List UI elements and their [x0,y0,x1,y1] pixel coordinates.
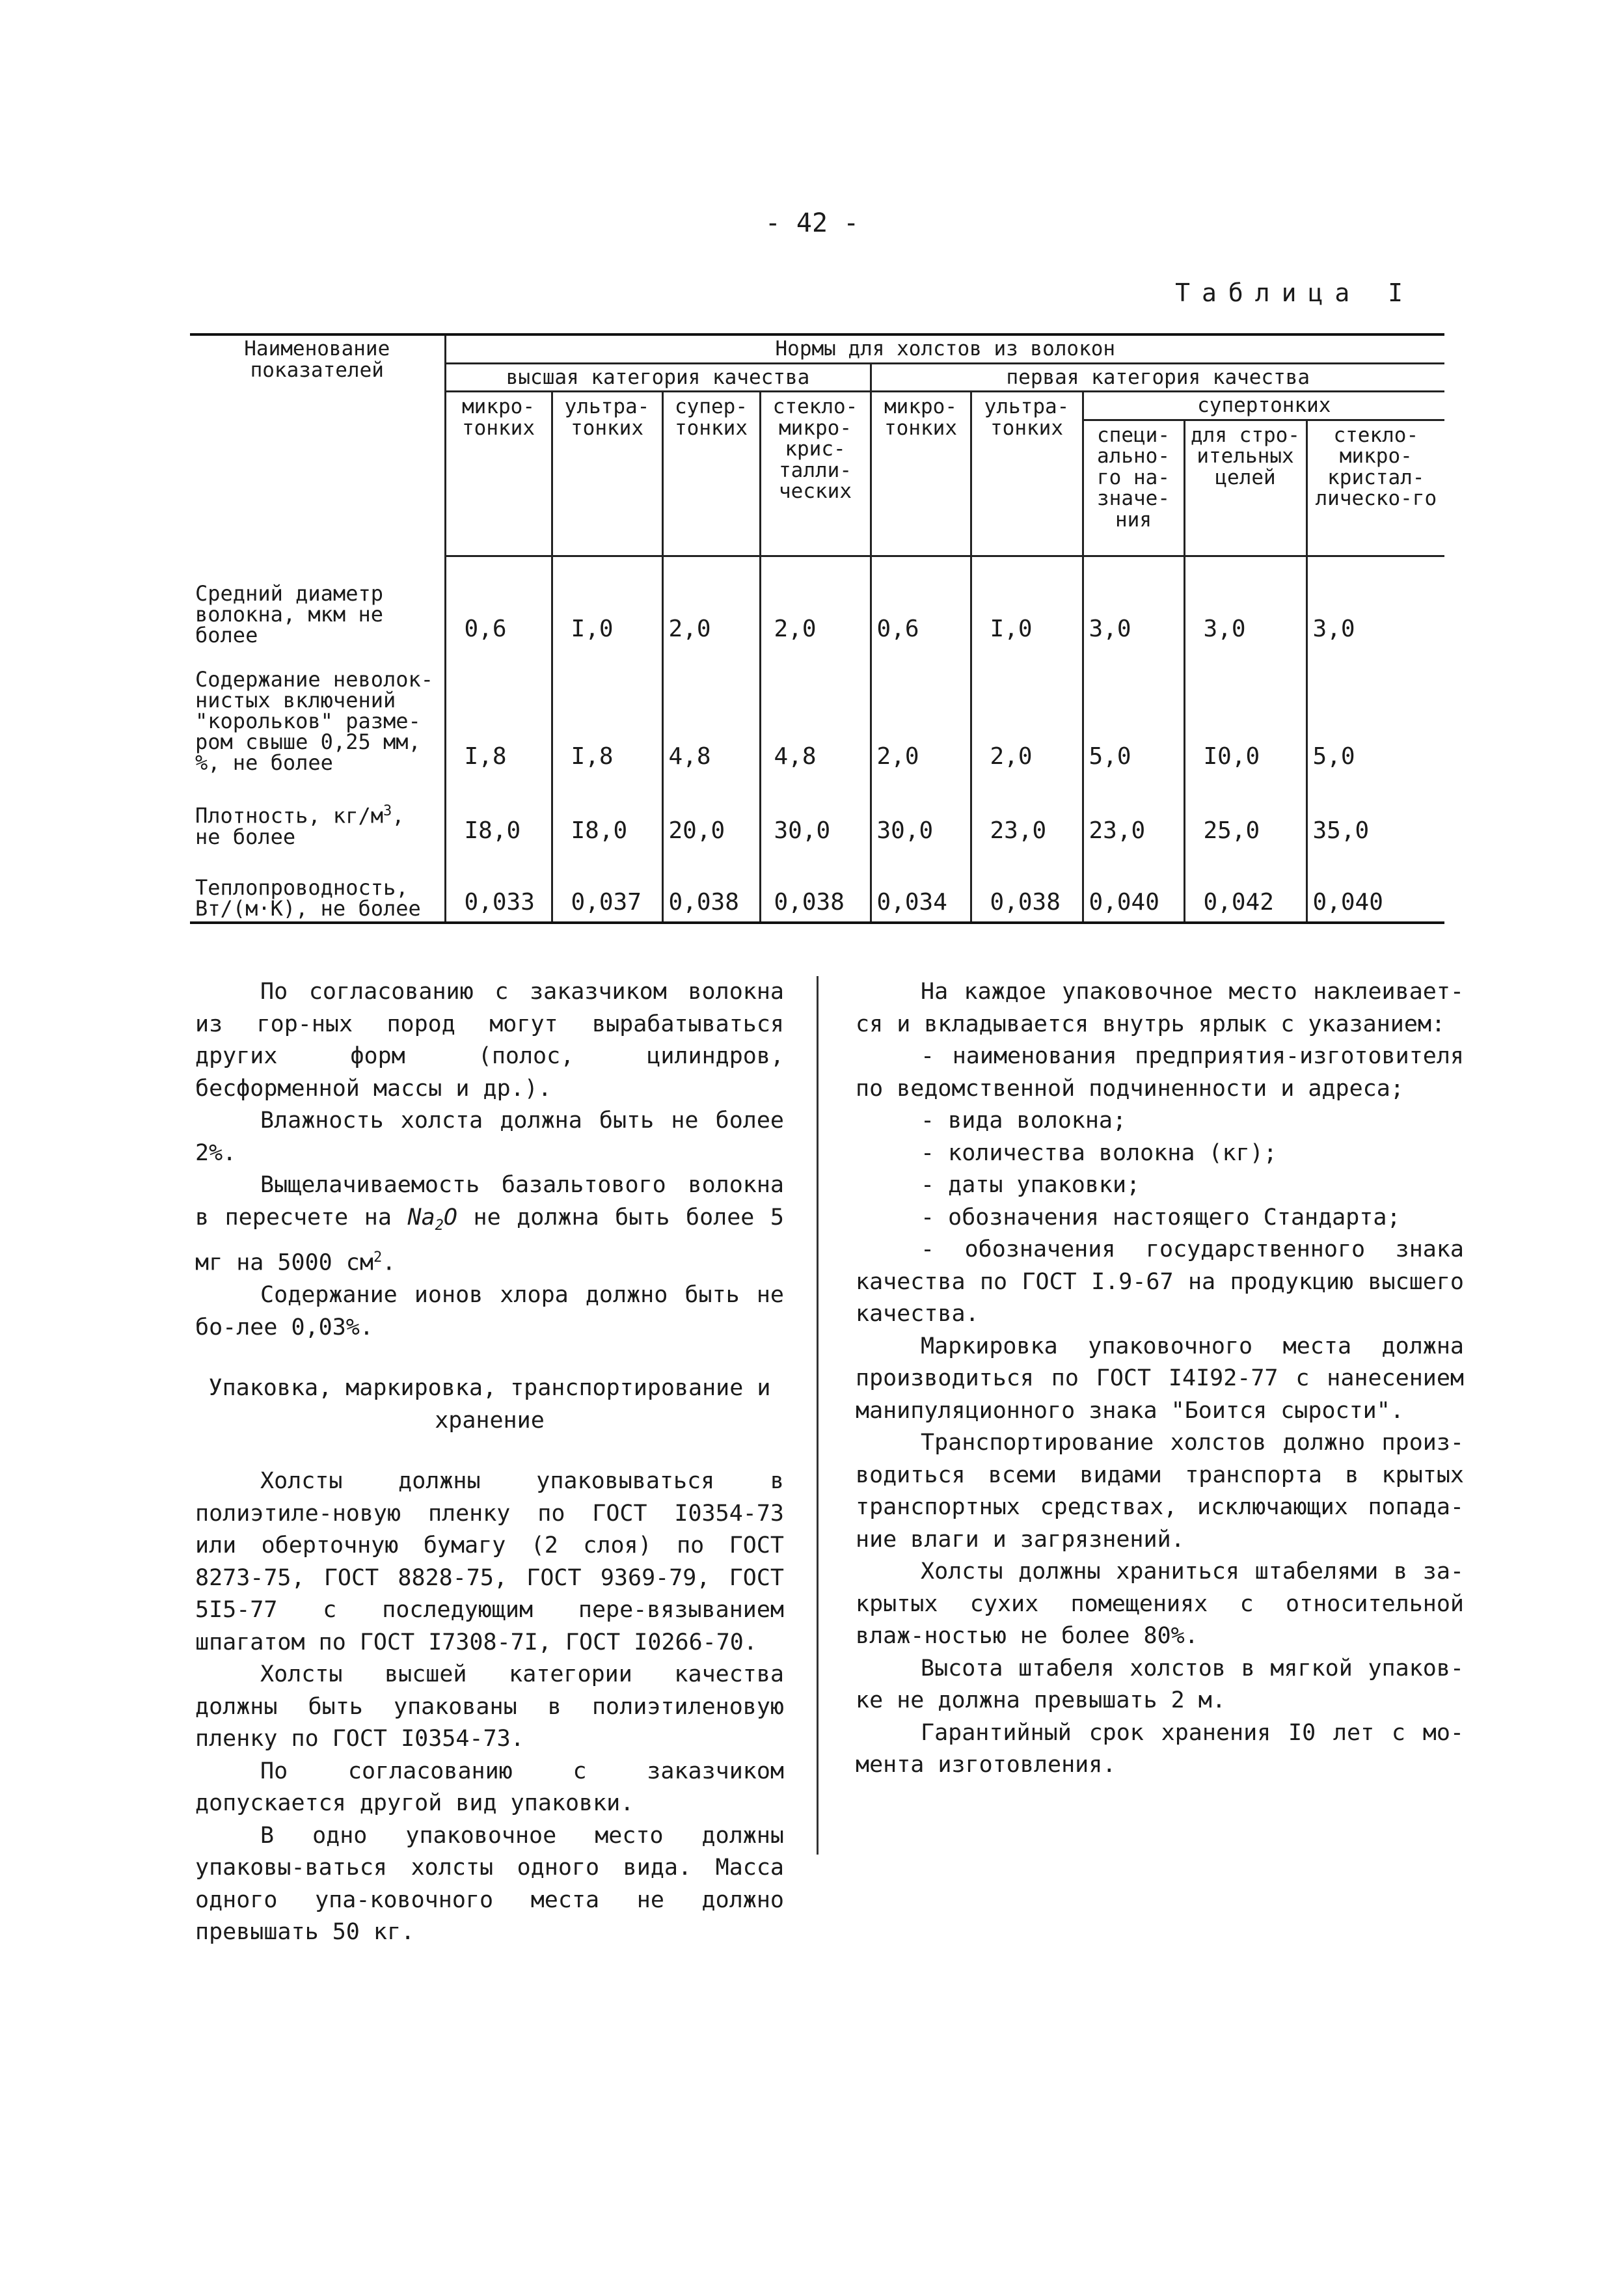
list-item: - количества волокна (кг); [921,1139,1277,1166]
left-text-column [195,976,784,1949]
header-first-category: первая категория качества [871,363,1444,392]
table-cell: 23,0 [971,776,1083,850]
table-cell: 3,0 [1184,556,1306,648]
table-cell: 0,033 [445,850,552,923]
table-cell: I0,0 [1184,648,1306,776]
table-cell: 2,0 [871,648,971,776]
table-cell: 0,6 [871,556,971,648]
table-cell: 5,0 [1083,648,1184,776]
table-cell: 35,0 [1306,776,1444,850]
table-cell: 4,8 [760,648,871,776]
col-header-2: ультра-тонких [552,392,662,556]
row-name-main: Плотность, кг/м [195,804,383,829]
table-row [190,648,1444,776]
col-header-5: микро-тонких [871,392,971,556]
text-fragment: Выщелачиваемость базальтового волокна в пересчете на [195,1172,784,1231]
paragraph: Влажность холста должна быть не более 2%. [195,1108,784,1166]
table-cell: 2,0 [662,556,760,648]
paragraph: По согласованию с заказчиком допускается другой вид упаковки. [195,1758,784,1817]
list-item: - наименования предприятия-изготовителя по ведомственной подчиненности и адреса; [856,1043,1464,1102]
paragraph: По согласованию с заказчиком волокна из гор-ных пород могут вырабатываться других форм (полос, цилиндров, бесформенной массы и др.). [195,979,784,1102]
row-name [190,776,445,850]
paragraph: На каждое упаковочное место наклеивает-ся и вкладывается внутрь ярлык с указанием: [856,979,1464,1037]
table-caption: Таблица I [1175,279,1414,307]
paragraph: Высота штабеля холстов в мягкой упаков-ке не должна превышать 2 м. [856,1655,1464,1713]
table-cell: 20,0 [662,776,760,850]
table-cell: 2,0 [760,556,871,648]
col-header-9: стекло-микро-кристал-лическо-го [1306,420,1444,556]
table-cell: 0,6 [445,556,552,648]
table-cell: I8,0 [445,776,552,850]
table-cell: I,8 [552,648,662,776]
table-cell: I,0 [971,556,1083,648]
table-cell: I,8 [445,648,552,776]
list-item: - обозначения государственного знака качества по ГОСТ I.9-67 на продукцию высшего качества. [856,1236,1464,1327]
row-name: Содержание неволок-нистых включений "корольков" разме-ром свыше 0,25 мм, %, не более [190,648,445,776]
table-row [190,776,1444,850]
header-name: Наименование показателей [190,334,445,556]
formula-tail: O [443,1204,457,1231]
paragraph: В одно упаковочное место должны упаковы-ваться холсты одного вида. Масса одного упа-ковочного места не должно превышать 50 кг. [195,1822,784,1946]
right-text-column [856,976,1464,1782]
col-header-6: ультра-тонких [971,392,1083,556]
col-header-3: супер-тонких [662,392,760,556]
paragraph: Гарантийный срок хранения I0 лет с мо-мента изготовления. [856,1719,1464,1778]
table-cell: 4,8 [662,648,760,776]
superscript: 2 [373,1249,383,1266]
table-cell: 0,040 [1306,850,1444,923]
table-cell: 0,042 [1184,850,1306,923]
paragraph: Холсты должны упаковываться в полиэтиле-новую пленку по ГОСТ I0354-73 или оберточную бумагу (2 слоя) по ГОСТ 8273-75, ГОСТ 8828-75, ГОСТ 9369-79, ГОСТ 5I5-77 с последующим пере-вязыванием шпагатом по ГОСТ I7308-7I, ГОСТ I0266-70. [195,1468,784,1655]
norms-table [190,333,1444,924]
formula-main: Na [407,1204,435,1231]
text-fragment: не должна быть более 5 мг на 5000 см [195,1204,784,1276]
formula [407,1204,457,1234]
col-header-8: для стро-ительных целей [1184,420,1306,556]
list-item: - вида волокна; [921,1108,1127,1134]
table-row [190,850,1444,923]
table-cell: 25,0 [1184,776,1306,850]
header-norms: Нормы для холстов из волокон [445,334,1444,363]
paragraph: Маркировка упаковочного места должна производиться по ГОСТ I4I92-77 с нанесением манипуляционного знака "Боится сырости". [856,1333,1464,1424]
text-fragment: . [382,1249,396,1276]
paragraph: Содержание ионов хлора должно быть не бо-лее 0,03%. [195,1282,784,1340]
table-cell: I,0 [552,556,662,648]
table-cell: 3,0 [1306,556,1444,648]
table-cell: 0,038 [971,850,1083,923]
table-cell: 0,038 [662,850,760,923]
paragraph: Транспортирование холстов должно произ-водиться всеми видами транспорта в крытых транспортных средствах, исключающих попада-ние влаги и загрязнений. [856,1430,1464,1553]
row-name: Средний диаметр волокна, мкм не более [190,556,445,648]
page-number: - 42 - [765,208,859,238]
col-header-1: микро-тонких [445,392,552,556]
header-high-category: высшая категория качества [445,363,871,392]
col-header-7: специ-ально-го на-значе-ния [1083,420,1184,556]
paragraph: Холсты высшей категории качества должны быть упакованы в полиэтиленовую пленку по ГОСТ I0354-73. [195,1661,784,1752]
table-cell: 2,0 [971,648,1083,776]
list-item: - даты упаковки; [921,1172,1141,1198]
paragraph: Холсты должны храниться штабелями в за-крытых сухих помещениях с относительной влаж-ностью не более 80%. [856,1558,1464,1649]
row-name: Теплопроводность, Вт/(м·К), не более [190,850,445,923]
table-cell: 30,0 [871,776,971,850]
table-cell: 0,037 [552,850,662,923]
table-cell: 0,038 [760,850,871,923]
list-item: - обозначения настоящего Стандарта; [921,1204,1401,1231]
table-row [190,556,1444,648]
paragraph [195,1169,784,1279]
row-name-tail: , не более [195,804,405,850]
table-cell: 3,0 [1083,556,1184,648]
row-name-sup: 3 [383,803,392,820]
table-cell: 0,034 [871,850,971,923]
section-heading: Упаковка, маркировка, транспортирование и хранение [208,1375,771,1434]
col-header-4: стекло-микро-крис-талли-ческих [760,392,871,556]
table-cell: 0,040 [1083,850,1184,923]
header-supertonkih: супертонких [1083,392,1444,420]
table-cell: 23,0 [1083,776,1184,850]
table-cell: 5,0 [1306,648,1444,776]
table-cell: I8,0 [552,776,662,850]
formula-sub: 2 [435,1217,444,1234]
column-divider [817,976,819,1855]
table-cell: 30,0 [760,776,871,850]
